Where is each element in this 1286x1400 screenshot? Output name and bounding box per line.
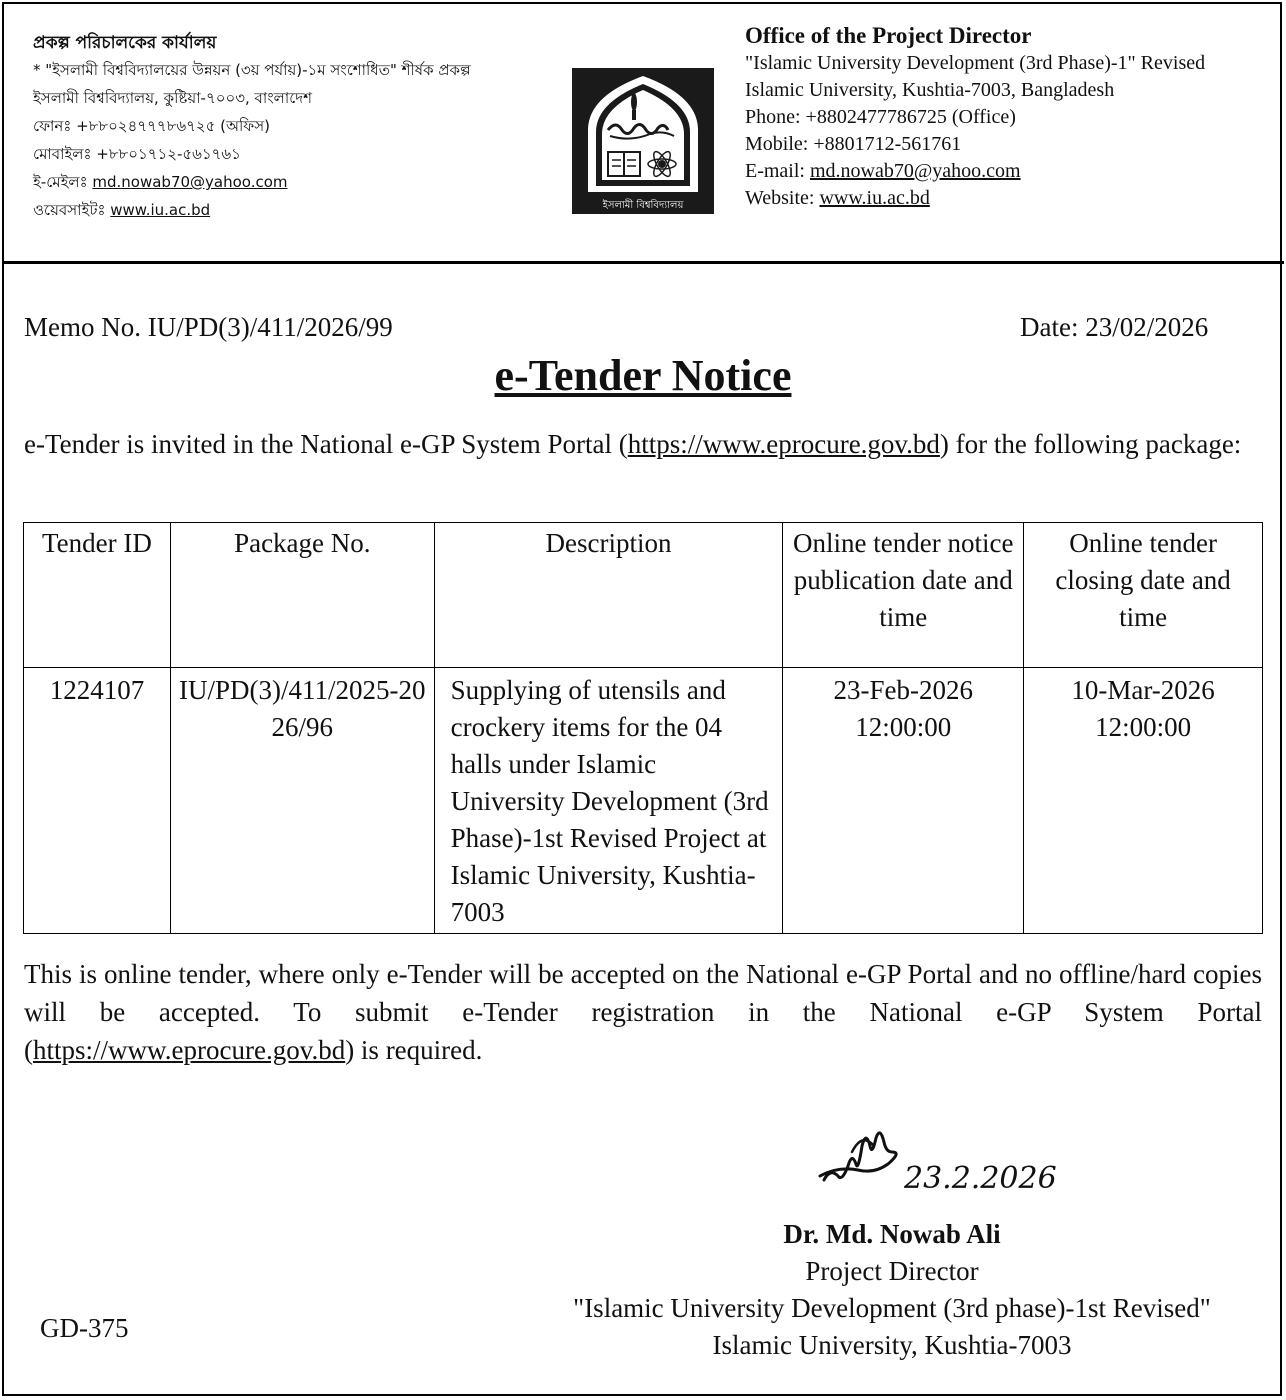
office-title-en: Office of the Project Director (745, 23, 1032, 48)
email-row-bn (33, 168, 471, 196)
header-bangla (33, 30, 471, 224)
footer-code: GD-375 (40, 1313, 129, 1343)
header-package-no: Package No. (170, 523, 434, 668)
closing-paragraph (24, 955, 1262, 1069)
address-bn: ইসলামী বিশ্ববিদ্যালয়, কুষ্টিয়া-৭০০৩, বাংলাদেশ (33, 89, 312, 107)
signatory-address: Islamic University, Kushtia-7003 (712, 1330, 1072, 1360)
mobile-bn: মোবাইলঃ +৮৮০১৭১২-৫৬১৭৬১ (33, 145, 241, 163)
website-row-bn (33, 196, 471, 224)
eprocure-link-intro[interactable]: https://www.eprocure.gov.bd (627, 429, 940, 459)
address-en: Islamic University, Kushtia-7003, Bangladesh (745, 79, 1115, 101)
table-header-row (24, 523, 1263, 668)
website-label-bn: ওয়েবসাইটঃ (33, 201, 106, 219)
website-link-en[interactable]: www.iu.ac.bd (819, 187, 930, 209)
cell-package-no (170, 668, 434, 934)
phone-bn: ফোনঃ +৮৮০২৪৭৭৭৮৬৭২৫ (অফিস) (33, 117, 270, 135)
signatory-designation: Project Director (805, 1256, 979, 1286)
signatory-name: Dr. Md. Nowab Ali (783, 1219, 1001, 1249)
cell-description: Supplying of utensils and crockery items for the 04 halls under Islamic University Development (3rd Phase)-1st Revised Project at Islamic University, Kushtia-7003 (434, 668, 783, 934)
cell-tender-id: 1224107 (24, 668, 171, 934)
page-title: e-Tender Notice (494, 351, 792, 400)
intro-paragraph (24, 425, 1262, 463)
cell-publication-datetime (783, 668, 1024, 934)
header-divider (2, 261, 1284, 264)
signature-date: 23.2.2026 (904, 1161, 1057, 1196)
memo-number: Memo No. IU/PD(3)/411/2026/99 (24, 312, 393, 342)
intro-text-after: ) for the following package: (939, 429, 1242, 459)
intro-text-before: e-Tender is invited in the National e-GP System Portal ( (24, 429, 628, 459)
closing-time: 12:00:00 (1095, 712, 1192, 742)
closing-text-before: This is online tender, where only e-Tender will be accepted on the National e-GP Portal and no offline/hard copies will be accepted. To submit e-Tender registration in the National e-GP System Portal ( (24, 959, 1262, 1065)
header-description: Description (434, 523, 783, 668)
header-publication-date: Online tender notice publication date and time (783, 523, 1024, 668)
email-link-en[interactable]: md.nowab70@yahoo.com (809, 160, 1021, 182)
publication-date: 23-Feb-2026 (833, 675, 973, 705)
header-tender-id: Tender ID (24, 523, 171, 668)
project-name-bn: * "ইসলামী বিশ্ববিদ্যালয়ের উন্নয়ন (৩য় পর্যায়)-১ম সংশোধিত" শীর্ষক প্রকল্প (33, 61, 471, 79)
email-label-en: E-mail: (745, 160, 805, 182)
cell-closing-datetime (1024, 668, 1263, 934)
header-closing-date: Online tender closing date and time (1024, 523, 1263, 668)
closing-date: 10-Mar-2026 (1071, 675, 1215, 705)
project-name-en: "Islamic University Development (3rd Phase)-1" Revised (745, 52, 1206, 74)
email-link-bn[interactable]: md.nowab70@yahoo.com (92, 173, 288, 191)
publication-time: 12:00:00 (855, 712, 952, 742)
website-link-bn[interactable]: www.iu.ac.bd (110, 201, 211, 219)
logo-caption: ইসলামী বিশ্ববিদ্যালয় (602, 200, 684, 211)
email-label-bn: ই-মেইলঃ (33, 173, 88, 191)
signature-icon (812, 1122, 1072, 1202)
website-row-en (745, 185, 1205, 212)
islamic-university-logo-icon (572, 68, 714, 214)
website-label-en: Website: (745, 187, 815, 209)
email-row-en (745, 158, 1205, 185)
mobile-en: Mobile: +8801712-561761 (745, 133, 962, 155)
header-english (745, 22, 1205, 212)
table-row (24, 668, 1263, 934)
notice-date: Date: 23/02/2026 (1020, 312, 1209, 342)
eprocure-link-closing[interactable]: https://www.eprocure.gov.bd (33, 1035, 346, 1065)
tender-table (23, 522, 1263, 934)
package-no-text: IU/PD(3)/411/2025-2026/96 (179, 675, 426, 742)
closing-text-after: ) is required. (345, 1035, 483, 1065)
phone-en: Phone: +8802477786725 (Office) (745, 106, 1016, 128)
signatory-block (520, 1216, 1264, 1364)
signatory-project: "Islamic University Development (3rd phase)-1st Revised" (573, 1293, 1211, 1323)
office-title-bn: প্রকল্প পরিচালকের কার্যালয় (33, 33, 217, 53)
